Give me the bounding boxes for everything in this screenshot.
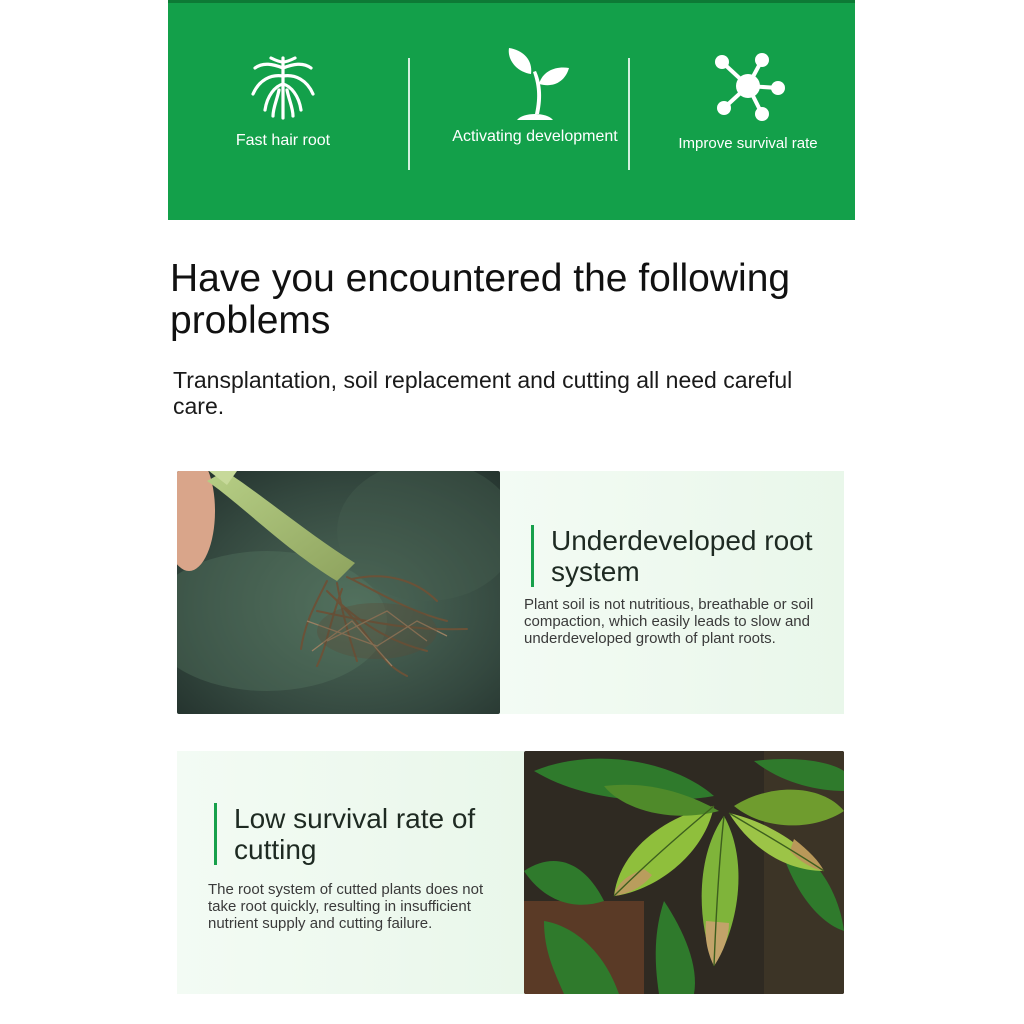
problem-description: Plant soil is not nutritious, breathable or soil compaction, which easily leads to slow and underdeveloped growth of plant roots.	[524, 596, 814, 647]
leaf-photo	[524, 751, 844, 994]
page-subtitle: Transplantation, soil replacement and cutting all need careful care.	[173, 367, 793, 419]
root-icon	[183, 50, 383, 122]
banner-divider	[408, 58, 410, 170]
feature-activating-development	[435, 50, 635, 146]
banner-top-edge	[168, 0, 855, 3]
banner-divider	[628, 58, 630, 170]
feature-fast-hair-root	[183, 50, 383, 150]
feature-banner	[168, 0, 855, 220]
problem-title: Underdeveloped root system	[531, 525, 821, 587]
feature-label: Fast hair root	[235, 132, 331, 149]
problem-card-cutting	[177, 751, 524, 994]
feature-improve-survival-rate	[648, 50, 848, 152]
feature-label: Activating development	[452, 128, 618, 145]
page-title: Have you encountered the following problems	[170, 257, 791, 342]
problem-description: The root system of cutted plants does not take root quickly, resulting in insufficient nutrient supply and cutting failure.	[208, 881, 484, 932]
problem-card-root-system	[500, 471, 844, 714]
feature-label: Improve survival rate	[678, 135, 818, 152]
molecule-icon	[648, 50, 848, 122]
sprout-icon	[435, 44, 635, 124]
root-photo	[177, 471, 500, 714]
problem-title: Low survival rate of cutting	[214, 803, 524, 865]
